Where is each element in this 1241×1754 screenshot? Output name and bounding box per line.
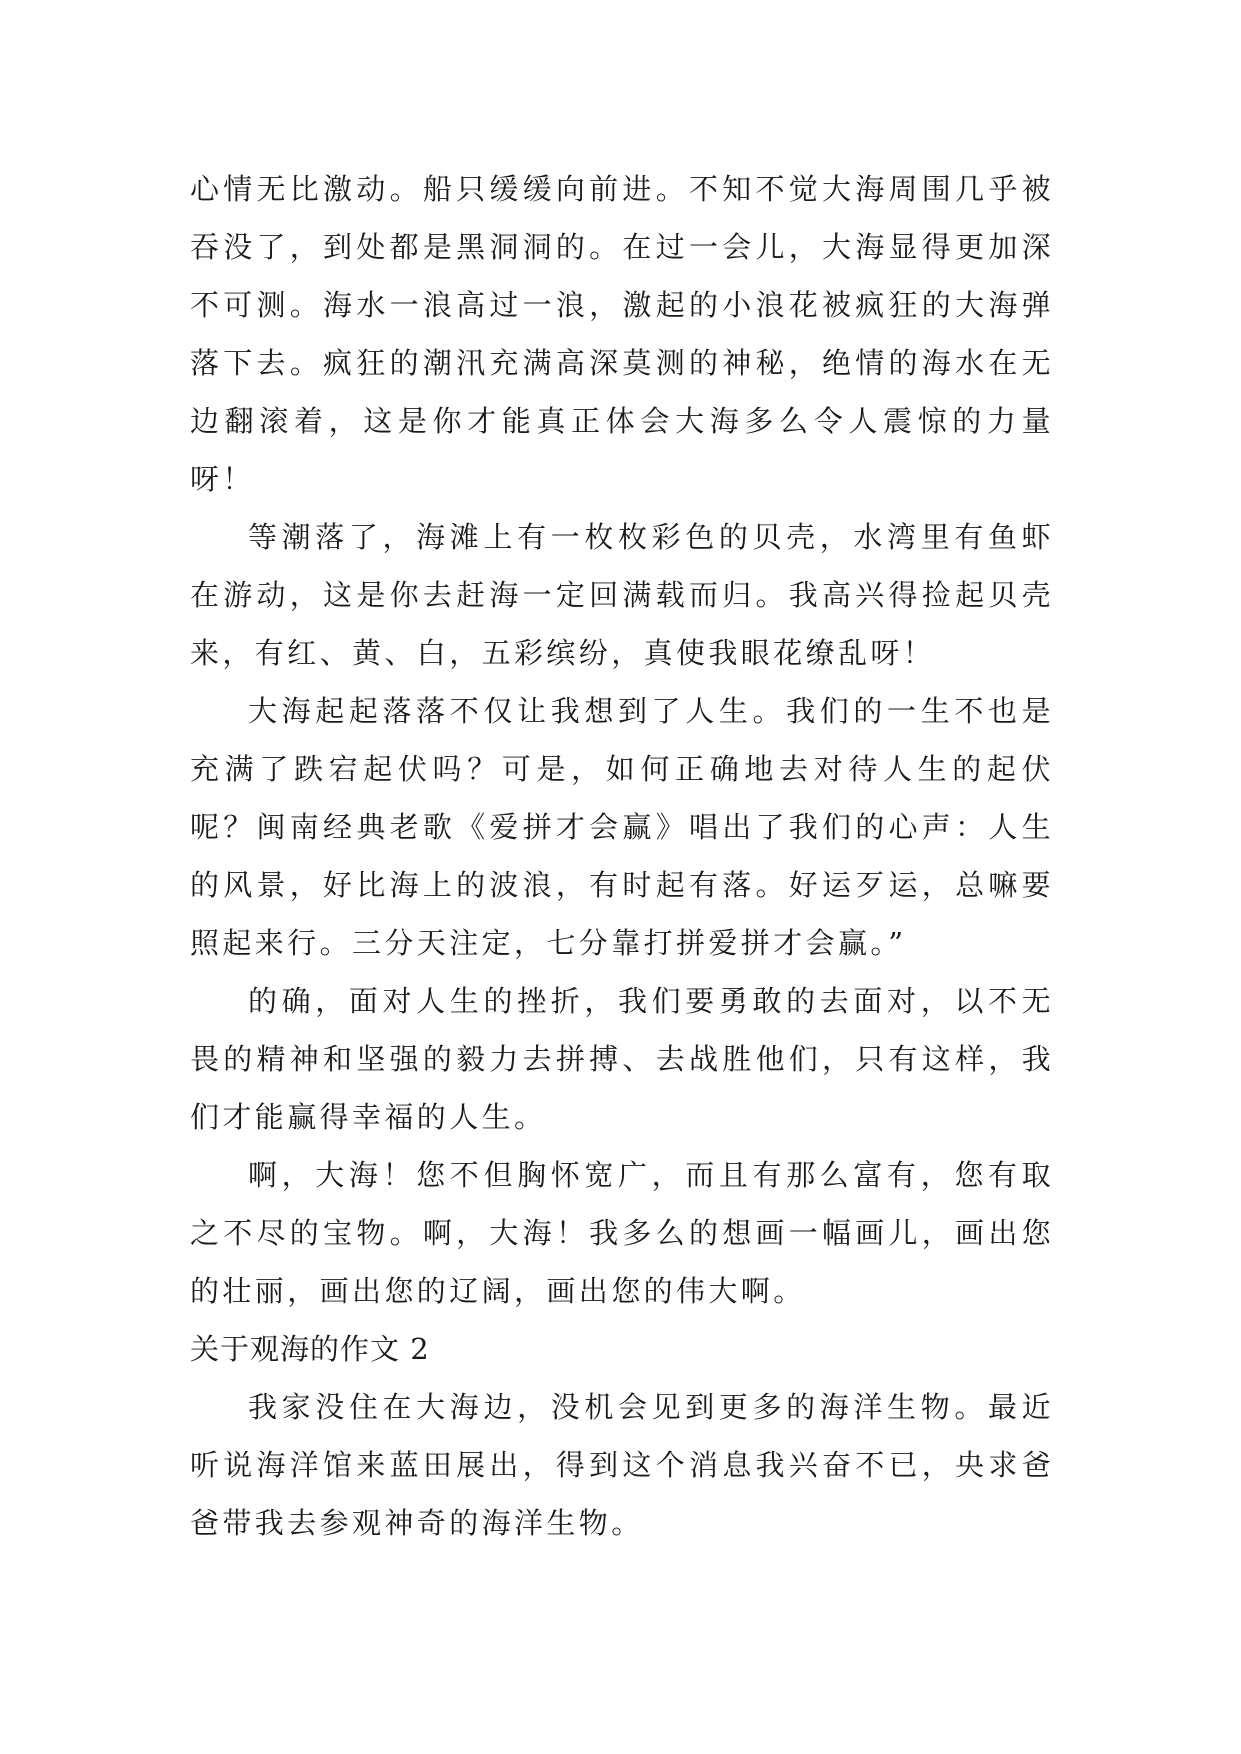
paragraph-3: 大海起起落落不仅让我想到了人生。我们的一生不也是充满了跌宕起伏吗？可是，如何正确地去对待人生的起伏呢？闽南经典老歌《爱拼才会赢》唱出了我们的心声：人生的风景，好比海上的波浪，有时起有落。好运歹运，总嘛要照起来行。三分天注定，七分靠打拼爱拼才会赢。”	[190, 694, 1054, 960]
paragraph-1: 心情无比激动。船只缓缓向前进。不知不觉大海周围几乎被吞没了，到处都是黑洞洞的。在过一会儿，大海显得更加深不可测。海水一浪高过一浪，激起的小浪花被疯狂的大海弹落下去。疯狂的潮汛充满高深莫测的神秘，绝情的海水在无边翻滚着，这是你才能真正体会大海多么令人震惊的力量呀！	[190, 172, 1054, 496]
section-heading: 关于观海的作文 2	[190, 1332, 430, 1366]
paragraph-6: 我家没住在大海边，没机会见到更多的海洋生物。最近听说海洋馆来蓝田展出，得到这个消息我兴奋不已，央求爸爸带我去参观神奇的海洋生物。	[190, 1390, 1054, 1540]
paragraph-2: 等潮落了，海滩上有一枚枚彩色的贝壳，水湾里有鱼虾在游动，这是你去赶海一定回满载而归。我高兴得捡起贝壳来，有红、黄、白，五彩缤纷，真使我眼花缭乱呀！	[190, 520, 1054, 670]
document-body	[190, 160, 1054, 1552]
paragraph-5: 啊，大海！您不但胸怀宽广，而且有那么富有，您有取之不尽的宝物。啊，大海！我多么的想画一幅画儿，画出您的壮丽，画出您的辽阔，画出您的伟大啊。	[190, 1158, 1054, 1308]
paragraph-4: 的确，面对人生的挫折，我们要勇敢的去面对，以不无畏的精神和坚强的毅力去拼搏、去战胜他们，只有这样，我们才能赢得幸福的人生。	[190, 984, 1054, 1134]
